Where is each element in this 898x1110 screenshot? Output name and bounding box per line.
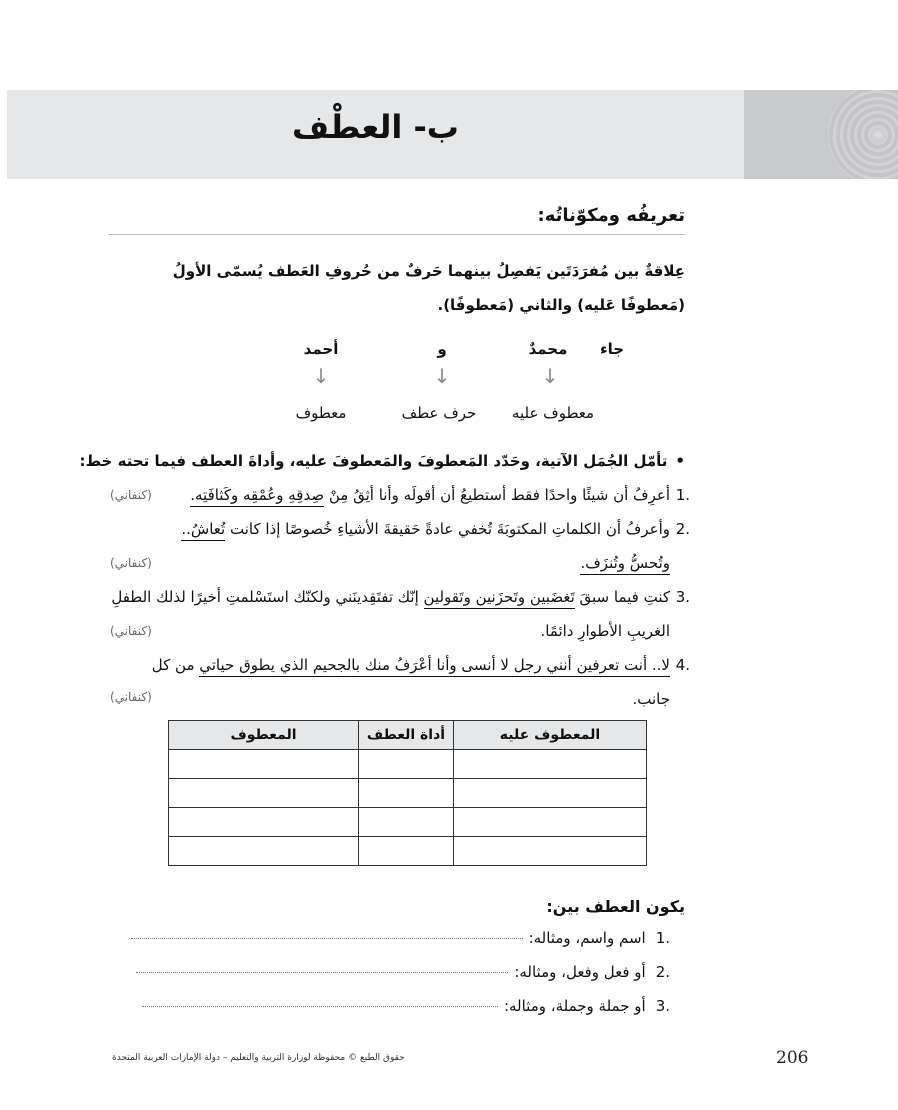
- kind-label: أو جملة وجملة، ومثاله:: [503, 997, 646, 1015]
- example-word-verb: جاء: [599, 340, 625, 358]
- item-text: كنتِ فيما سبقَ: [574, 588, 670, 606]
- example-label-maatuf: معطوف: [295, 404, 347, 422]
- example-word-maatuf-alayh: محمدٌ: [528, 340, 568, 358]
- answer-cell[interactable]: [169, 779, 359, 808]
- answer-cell[interactable]: [454, 750, 647, 779]
- answer-blank-line[interactable]: [142, 1005, 498, 1007]
- example-label-conjunction: حرف عطف: [401, 404, 477, 422]
- exercise-item: [160, 512, 690, 580]
- answer-blank-line[interactable]: [136, 971, 508, 973]
- underlined-text: لا.. أنت تعرفين أنني رجل لا أنسى وأنا أعْرَفُ منك بالجحيم الذي يطوق حياتي: [199, 656, 670, 677]
- answer-cell[interactable]: [454, 808, 647, 837]
- arabesque-ornament-icon: [828, 90, 898, 179]
- table-row: [169, 837, 647, 866]
- item-number: 4.: [675, 656, 690, 674]
- column-header-conjunction: أداة العطف: [359, 721, 454, 750]
- underlined-text: تَغضَبين وتَحزَنين وتَقولين: [424, 588, 575, 609]
- section-divider: [108, 234, 685, 235]
- down-arrow-icon: ↓: [541, 364, 559, 388]
- kinds-title: يكون العطف بين:: [546, 897, 685, 916]
- example-word-conjunction: و: [437, 340, 447, 358]
- page-title: ب- العطْف: [292, 108, 459, 146]
- answer-cell[interactable]: [359, 808, 454, 837]
- item-number: 2.: [675, 520, 690, 538]
- exercise-item: [110, 580, 690, 648]
- instruction-text: تأمّل الجُمَل الآتية، وحَدّد المَعطوفَ والمَعطوفَ عليه، وأداةَ العطف فيما تحته خط:: [79, 452, 668, 470]
- kind-item: [142, 997, 670, 1015]
- example-word-maatuf: أحمد: [303, 340, 339, 358]
- item-number: 3.: [655, 997, 670, 1015]
- kind-label: اسم واسم، ومثاله:: [528, 929, 646, 947]
- source-attribution: (كنفاني): [110, 690, 152, 704]
- answer-cell[interactable]: [454, 837, 647, 866]
- underlined-text: صِدقِهِ وعُمْقِه وكَثافَتِه.: [190, 486, 324, 507]
- source-attribution: (كنفاني): [110, 556, 152, 570]
- example-label-maatuf-alayh: معطوف عليه: [511, 404, 595, 422]
- item-text: من كل جانب.: [151, 656, 670, 708]
- kind-item: [136, 963, 670, 981]
- copyright-notice: حقوق الطبع © محفوظة لوزارة التربية والتعليم – دولة الإمارات العربية المتحدة: [112, 1053, 405, 1063]
- answer-cell[interactable]: [359, 837, 454, 866]
- answer-cell[interactable]: [169, 837, 359, 866]
- item-number: 3.: [675, 588, 690, 606]
- exercise-item: [110, 478, 690, 512]
- source-attribution: (كنفاني): [110, 488, 152, 502]
- exercise-instruction: [80, 452, 686, 470]
- item-text: وأعرفُ أن الكلماتِ المكتوبَةَ تُخفي عادةً حَقيقةَ الأشياءِ خُصوصًا إذا كانت: [225, 520, 670, 538]
- table-row: [169, 808, 647, 837]
- item-number: 2.: [655, 963, 670, 981]
- column-header-maatuf-alayh: المعطوف عليه: [454, 721, 647, 750]
- item-text: أعرِفُ أن شيئًا واحدًا فقط أستطيعُ أن أقولَه وأنا أثِقُ مِنْ: [324, 486, 670, 504]
- exercise-item: [110, 648, 690, 716]
- table-row: [169, 779, 647, 808]
- page-number: 206: [776, 1048, 809, 1068]
- down-arrow-icon: ↓: [433, 364, 451, 388]
- underlined-text: تُعاشُ.. وتُحسُّ وتُنزَف.: [181, 520, 670, 575]
- banner-ornament-panel: [744, 90, 898, 179]
- answer-cell[interactable]: [169, 750, 359, 779]
- answer-cell[interactable]: [169, 808, 359, 837]
- answer-cell[interactable]: [454, 779, 647, 808]
- column-header-maatuf: المعطوف: [169, 721, 359, 750]
- definition-text: عِلاقةٌ بين مُفرَدَتَين يَفصِلُ بينهما حَرفٌ من حُروفِ العَطف يُسمّى الأولُ (مَعطوفًا عَليه) والثاني (مَعطوفًا).: [172, 262, 685, 314]
- table-row: [169, 750, 647, 779]
- section-title: تعريفُه ومكوّناتُه:: [537, 205, 685, 226]
- table-header-row: [169, 721, 647, 750]
- answer-blank-line[interactable]: [131, 937, 523, 939]
- answer-cell[interactable]: [359, 750, 454, 779]
- kind-label: أو فعل وفعل، ومثاله:: [514, 963, 646, 981]
- item-text: إنّك تفتَقِدينَني ولكنّك استَسْلمتِ أخيرًا لذلك الطفلِ الغريبِ الأطوارِ دائمًا.: [111, 588, 670, 640]
- bullet-icon: •: [675, 452, 685, 470]
- down-arrow-icon: ↓: [312, 364, 330, 388]
- kind-item: [131, 929, 670, 947]
- source-attribution: (كنفاني): [110, 624, 152, 638]
- answer-table: [168, 720, 647, 866]
- item-number: 1.: [655, 929, 670, 947]
- item-number: 1.: [675, 486, 690, 504]
- answer-cell[interactable]: [359, 779, 454, 808]
